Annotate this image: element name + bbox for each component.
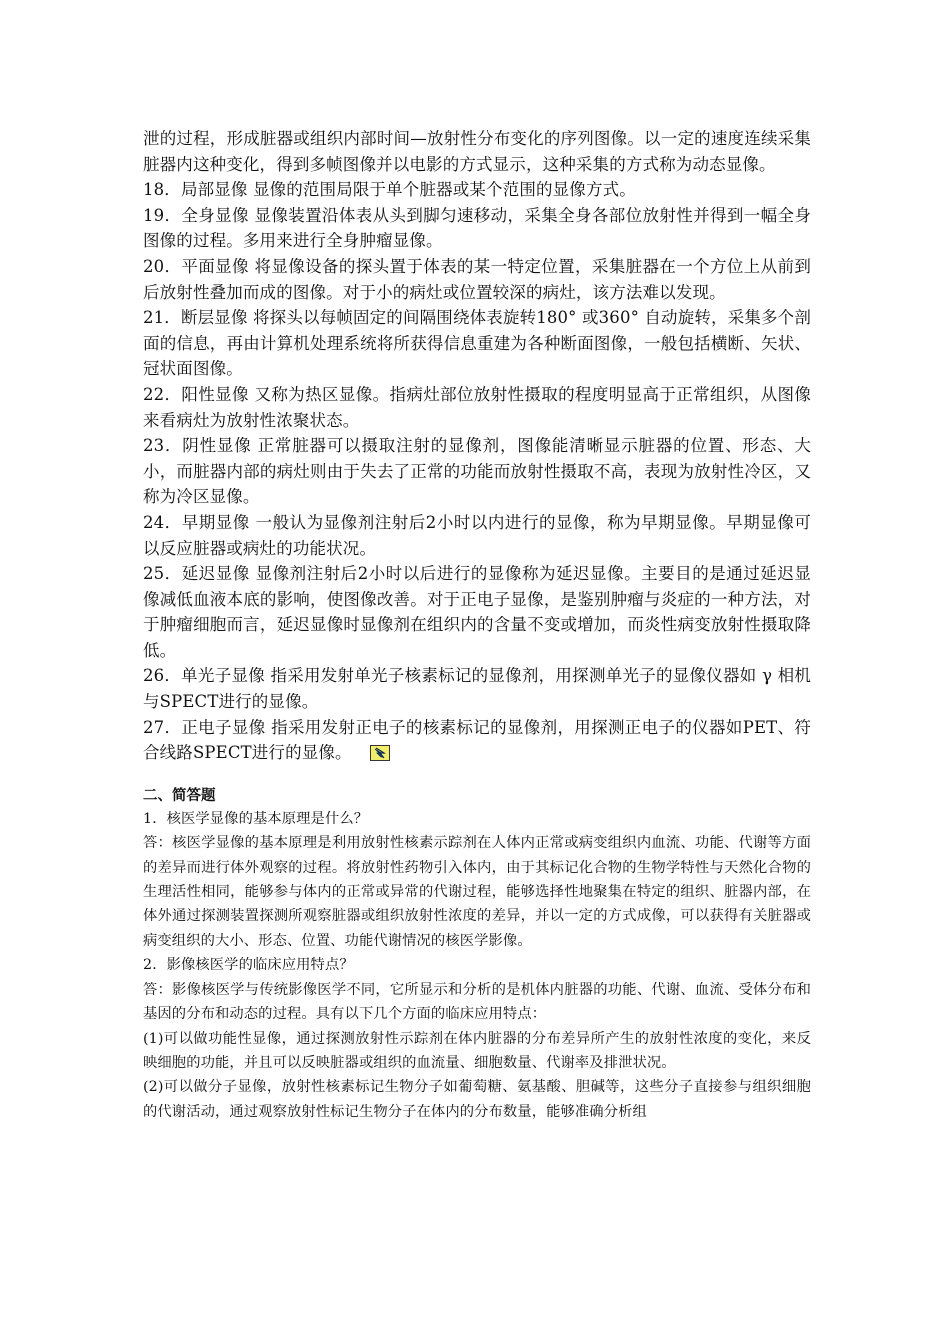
definition-paragraph: 20．平面显像 将显像设备的探头置于体表的某一特定位置，采集脏器在一个方位上从前到后放射性叠加而成的图像。对于小的病灶或位置较深的病灶，该方法难以发现。 xyxy=(143,256,811,302)
definition-paragraph: 19．全身显像 显像装置沿体表从头到脚匀速移动，采集全身各部位放射性并得到一幅全身图像的过程。多用来进行全身肿瘤显像。 xyxy=(143,205,811,251)
question: 2．影像核医学的临床应用特点？ xyxy=(143,957,354,974)
answer: 答：影像核医学与传统影像医学不同，它所显示和分析的是机体内脏器的功能、代谢、血流、受体分布和基因的分布和动态的过程。具有以下几个方面的临床应用特点： xyxy=(143,981,811,1023)
definition-paragraph: 25．延迟显像 显像剂注射后2小时以后进行的显像称为延迟显像。主要目的是通过延迟显像减低血液本底的影响，使图像改善。对于正电子显像，是鉴别肿瘤与炎症的一种方法，对于肿瘤细胞而言，延迟显像时显像剂在组织内的含量不变或增加，而炎性病变放射性摄取降低。 xyxy=(143,564,811,660)
definition-paragraph: 22．阳性显像 又称为热区显像。指病灶部位放射性摄取的程度明显高于正常组织，从图像来看病灶为放射性浓聚状态。 xyxy=(143,384,811,430)
definition-paragraph: 泄的过程，形成脏器或组织内部时间—放射性分布变化的序列图像。以一定的速度连续采集脏器内这种变化，得到多帧图像并以电影的方式显示，这种采集的方式称为动态显像。 xyxy=(143,129,811,174)
answer-point: (1)可以做功能性显像，通过探测放射性示踪剂在体内脏器的分布差异所产生的放射性浓度的变化，来反映细胞的功能，并且可以反映脏器或组织的血流量、细胞数量、代谢率及排泄状况。 xyxy=(143,1030,811,1071)
definition-text: 27．正电子显像 指采用发射正电子的核素标记的显像剂，用探测正电子的仪器如PET、符合线路SPECT进行的显像。 xyxy=(143,717,811,763)
qa-block xyxy=(143,807,811,1124)
definition-paragraph-last xyxy=(143,715,811,766)
answer: 答：核医学显像的基本原理是利用放射性核素示踪剂在人体内正常或病变组织内血流、功能、代谢等方面的差异而进行体外观察的过程。将放射性药物引入体内，由于其标记化合物的生物学特性与天然化合物的生理活性相同，能够参与体内的正常或异常的代谢过程，能够选择性地聚集在特定的组织、脏器内部，在体外通过探测装置探测所观察脏器或组织放射性浓度的差异，并以一定的方式成像，可以获得有关脏器或病变组织的大小、形态、位置、功能代谢情况的核医学影像。 xyxy=(143,835,811,949)
question: 1．核医学显像的基本原理是什么？ xyxy=(143,810,369,827)
definition-paragraph: 24．早期显像 一般认为显像剂注射后2小时以内进行的显像，称为早期显像。早期显像可以反应脏器或病灶的功能状况。 xyxy=(143,512,811,558)
document-page xyxy=(143,126,811,1124)
definitions-block xyxy=(143,126,811,766)
definition-paragraph: 18．局部显像 显像的范围局限于单个脏器或某个范围的显像方式。 xyxy=(143,180,636,200)
short-answer-section xyxy=(143,785,811,1124)
definition-paragraph: 21．断层显像 将探头以每帧固定的间隔围绕体表旋转180° 或360° 自动旋转，采集多个剖面的信息，再由计算机处理系统将所获得信息重建为各种断面图像，一般包括横断、矢状、冠状面图像。 xyxy=(143,308,811,379)
definition-paragraph: 23．阴性显像 正常脏器可以摄取注射的显像剂，图像能清晰显示脏器的位置、形态、大小，而脏器内部的病灶则由于失去了正常的功能而放射性摄取不高，表现为放射性冷区，又称为冷区显像。 xyxy=(143,436,811,507)
definition-paragraph: 26．单光子显像 指采用发射单光子核素标记的显像剂，用探测单光子的显像仪器如 γ 相机与SPECT进行的显像。 xyxy=(143,666,811,712)
section-title: 二、简答题 xyxy=(143,787,216,804)
answer-point: (2)可以做分子显像，放射性核素标记生物分子如葡萄糖、氨基酸、胆碱等，这些分子直接参与组织细胞的代谢活动，通过观察放射性标记生物分子在体内的分布数量，能够准确分析组 xyxy=(143,1079,811,1120)
nav-arrow-icon[interactable] xyxy=(370,745,390,761)
